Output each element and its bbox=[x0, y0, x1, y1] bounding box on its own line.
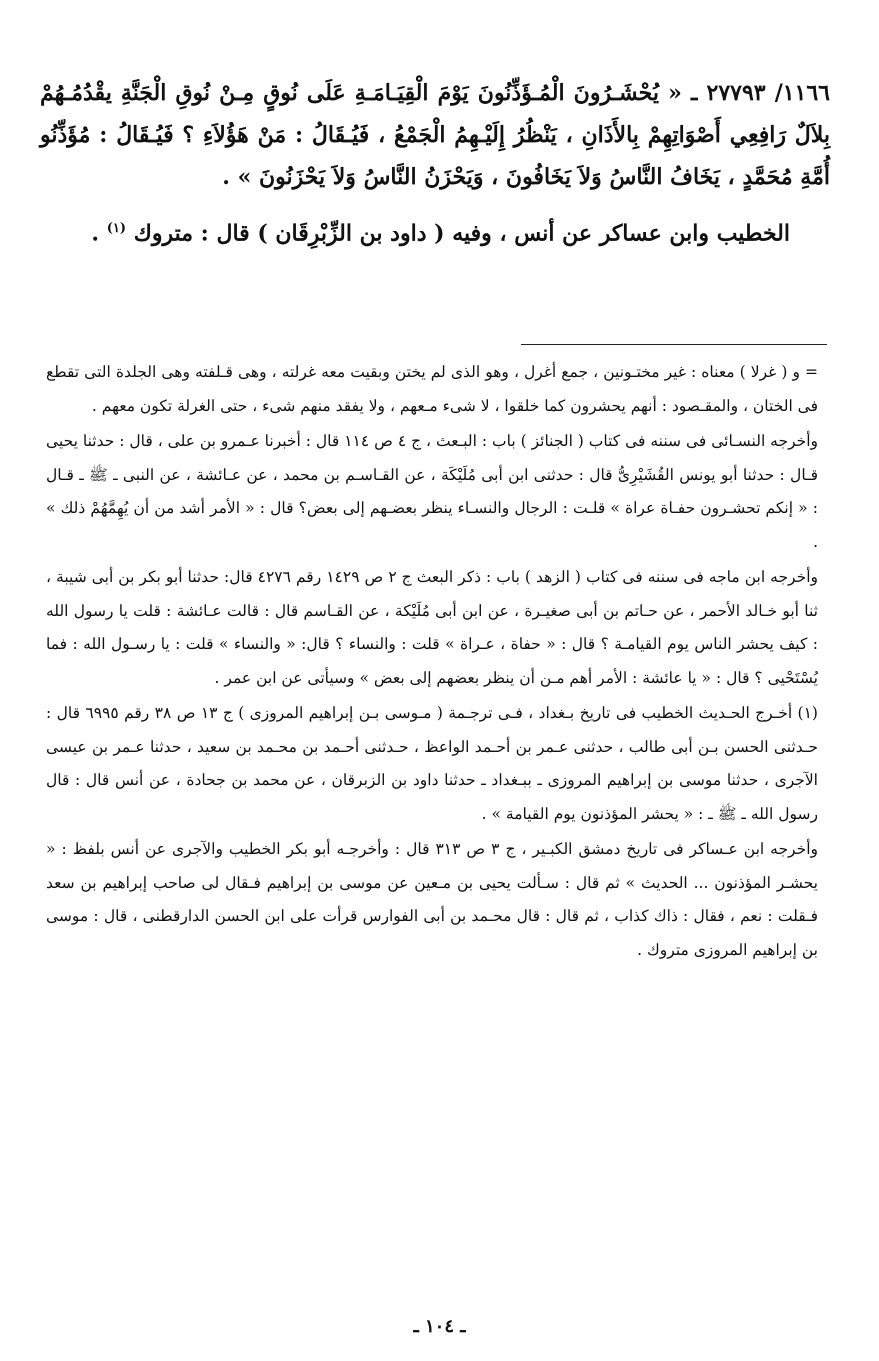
footnote-separator-rule bbox=[521, 344, 827, 345]
footnotes-block bbox=[46, 356, 818, 969]
footnote-reference: (١) bbox=[106, 221, 127, 236]
hadith-text: ١١٦٦/ ٢٧٧٩٣ ـ « يُحْشَـرُونَ الْمُـؤَذِّنُونَ يَوْمَ الْقِيَـامَـةِ عَلَى نُوقٍ مِـنْ نُوقِ الْجَنَّةِ يقْدُمُـهُمْ بِلاَلٌ رَافِعِي أَصْوَاتِهِمْ بِالأَذَانِ ، يَنْظُرُ إِلَيْـهِمُ الْجَمْعُ ، فَيُـقَالُ : مَنْ هَؤُلاَءِ ؟ فَيُـقَالُ : مُؤَذِّنُو أُمَّةِ مُحَمَّدٍ ، يَخَافُ النَّاسُ وَلاَ يَخَافُونَ ، وَيَحْزَنُ النَّاسُ وَلاَ يَحْزَنُونَ » . bbox=[40, 80, 830, 190]
note-paragraph: وأخرجه ابن ماجه فى سننه فى كتاب ( الزهد ) باب : ذكر البعث ج ٢ ص ١٤٢٩ رقم ٤٢٧٦ قال: حدثنا أبو بكر بن أبى شيبة ، ثنا أبو خـالد الأحمر ، عن حـاتم بن أبى صغيـرة ، عن ابن أبى مُلَيْكة ، عن القـاسم قال : قالت عـائشة : قلت يا رسول الله : كيف يحشر الناس يوم القيامـة ؟ قال : « حفاة ، عـراة » قلت : والنساء ؟ قال: « والنساء » قلت : يا رسـول الله : فما يُسْتَحْيى ؟ قال : « يا عائشة : الأمر أهم مـن أن ينظر بعضهم إلى بعض » وسيأتى عن ابن عمر . bbox=[46, 568, 818, 687]
page-number: ـ ١٠٤ ـ bbox=[413, 1316, 466, 1337]
note-paragraph: وأخرجه ابن عـساكر فى تاريخ دمشق الكبـير ، ج ٣ ص ٣١٣ قال : وأخرجـه أبو بكر الخطيب والآجرى عن أنس بلفظ : « يحشـر المؤذنون ... الحديث » ثم قال : سـألت يحيى بن مـعين عن موسى بن إبراهيم فـقال لى صاحب إبراهيم بن سعد فـقلت : نعم ، فقال : ذاك كذاب ، ثم قال : قال محـمد بن أبى الفوارس قرأت على ابن الحسن الدارقطنى ، قال : موسى بن إبراهيم المروزى متروك . bbox=[46, 840, 818, 959]
note-paragraph: = و ( غرلا ) معناه : غير مختـونين ، جمع أغرل ، وهو الذى لم يختن وبقيت معه غرلته ، وهى قـلفته وهى الجلدة التى تقطع فى الختان ، والمقـصود : أنهم يحشرون كما خلقوا ، لا شىء مـعهم ، ولا يفقد منهم شىء ، حتى الغرلة تكون معهم . bbox=[46, 363, 818, 415]
footnote-1: (١) أخـرج الحـديث الخطيب فى تاريخ بـغداد ، فـى ترجـمة ( مـوسى بـن إبراهيم المروزى ) ج ١٣ ص ٣٨ رقم ٦٩٩٥ قال : حـدثنى الحسن بـن أبى طالب ، حدثنى عـمر بن أحـمد الواعظ ، حـدثنى أحـمد بن محـمد بن سعيد ، حدثنا عـمر بن عيسى الآجرى ، حدثنا موسى بن إبراهيم المروزى ـ ببـغداد ـ حدثنا داود بن الزبرقان ، عن محمد بن جحادة ، عن أنس قال : قال رسول الله ـ ﷺ ـ : « يحشر المؤذنون يوم القيامة » . bbox=[46, 704, 818, 823]
hadith-source-line bbox=[40, 208, 830, 254]
source-end-dot: . bbox=[91, 220, 100, 247]
source-text: الخطيب وابن عساكر عن أنس ، وفيه ( داود بن الزِّبْرِقَان ) قال : متروك bbox=[133, 220, 790, 247]
main-hadith-block bbox=[40, 72, 830, 254]
note-paragraph: وأخرجه النسـائى فى سننه فى كتاب ( الجنائز ) باب : البـعث ، ج ٤ ص ١١٤ قال : أخبرنا عـمرو بن على ، قال : حدثنا يحيى قـال : حدثنا أبو يونس القُشَيْرِىُّ قال : حدثنى ابن أبى مُلَيْكَة ، عن القـاسـم بن محمد ، عن عـائشة ، عن النبى ـ ﷺ ـ قـال : « إنكم تحشـرون حفـاة عراة » قلـت : الرجال والنسـاء ينظر بعضـهم إلى بعض؟ قال : « الأمر أشد من أن يُهِمَّهُمْ ذلك » . bbox=[46, 432, 818, 551]
